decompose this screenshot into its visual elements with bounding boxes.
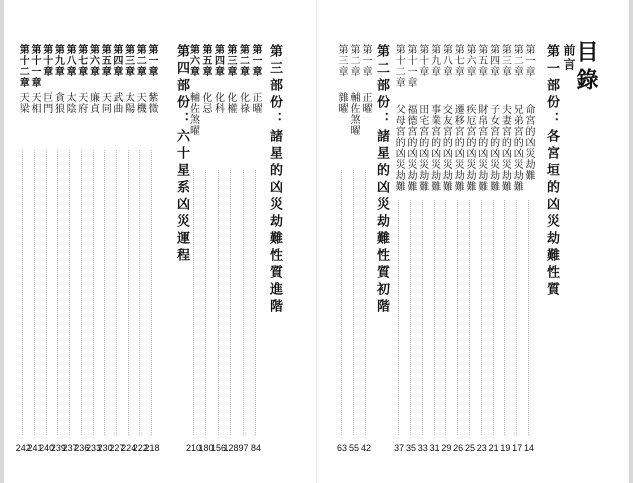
- page-number: 233: [85, 443, 102, 453]
- entry-title: 父母宮的凶災劫難: [393, 104, 405, 192]
- page-number: 210: [185, 443, 202, 453]
- entry-title: 輔佐煞曜: [187, 92, 199, 136]
- toc-entry: [405, 0, 417, 483]
- toc-entry: [17, 0, 29, 483]
- leader-dots: [493, 200, 494, 435]
- page-number: 26: [453, 443, 464, 453]
- part-heading-column: [544, 0, 560, 483]
- page-number: 239: [50, 443, 66, 453]
- chapter-label: 第二章: [511, 44, 523, 77]
- toc-entry: [476, 0, 488, 483]
- entry-title: 天相: [29, 92, 40, 114]
- part-heading-column: [174, 0, 190, 483]
- page-number: 55: [348, 443, 359, 453]
- leader-dots: [116, 150, 117, 435]
- leader-dots: [57, 150, 58, 435]
- chapter-label: 第七章: [75, 44, 87, 77]
- chapter-label: 第四章: [212, 44, 224, 77]
- leader-dots: [341, 170, 342, 435]
- toc-entry: [41, 0, 53, 483]
- entry-title: 化忌: [200, 92, 211, 114]
- entry-title: 雜曜: [336, 92, 347, 114]
- leader-dots: [193, 170, 194, 435]
- toc-entry: [123, 0, 135, 483]
- toc-entry: [99, 0, 111, 483]
- right-page: [320, 0, 632, 483]
- chapter-label: 第四章: [110, 44, 122, 77]
- entry-title: 夫妻宮的凶災劫難: [499, 104, 511, 192]
- leader-dots: [205, 170, 206, 435]
- leader-dots: [22, 150, 23, 435]
- leader-dots: [422, 200, 423, 435]
- page-number: 33: [417, 443, 428, 453]
- chapter-label: 第十章: [416, 44, 428, 77]
- toc-entry: [250, 0, 262, 483]
- leader-dots: [457, 200, 458, 435]
- page-number: 237: [62, 443, 78, 453]
- page-number: 37: [394, 443, 405, 453]
- leader-dots: [243, 170, 244, 435]
- leader-dots: [69, 150, 70, 435]
- toc-entry: [417, 0, 429, 483]
- entry-title: 貪狼: [52, 92, 64, 114]
- entry-title: 廉貞: [87, 92, 99, 114]
- toc-entry: [64, 0, 76, 483]
- chapter-label: 第十一章: [405, 44, 416, 88]
- leader-dots: [255, 170, 256, 435]
- entry-title: 天府: [75, 92, 87, 114]
- part-heading: 第二部份：諸星的凶災劫難性質初階: [374, 44, 389, 316]
- chapter-label: 第一章: [523, 44, 534, 77]
- leader-dots: [528, 200, 529, 435]
- entry-title: 疾厄宮的凶災劫難: [464, 104, 475, 192]
- part-heading-column: [374, 0, 390, 483]
- chapter-label: 第五章: [475, 44, 487, 77]
- toc-entry: [85, 0, 102, 483]
- chapter-label: 第八章: [64, 44, 76, 77]
- leader-dots: [410, 200, 411, 435]
- chapter-label: 第三章: [225, 44, 236, 77]
- entry-title: 遷移宮的凶災劫難: [452, 104, 464, 192]
- toc-entry: [29, 0, 41, 483]
- entry-title: 事業宮的凶災劫難: [428, 104, 440, 192]
- chapter-label: 第三章: [499, 44, 511, 77]
- entry-title: 命宮的凶災劫難: [523, 104, 534, 181]
- leader-dots: [93, 150, 94, 435]
- chapter-label: 第六章: [187, 44, 199, 77]
- toc-entry: [111, 0, 123, 483]
- leader-dots: [398, 200, 399, 435]
- leader-dots: [139, 150, 140, 435]
- entry-title: 子女宮的凶災劫難: [487, 104, 499, 192]
- book-fold: [316, 0, 317, 483]
- toc-entry: [393, 0, 405, 483]
- page-number: 63: [336, 443, 347, 453]
- toc-entry: [134, 0, 146, 483]
- page-number: 21: [488, 443, 499, 453]
- left-page: [4, 0, 316, 483]
- entry-title: 天同: [99, 92, 111, 114]
- chapter-label: 第九章: [428, 44, 440, 77]
- entry-title: 紫微: [146, 92, 157, 114]
- toc-entry: [464, 0, 476, 483]
- page-number: 97: [238, 443, 249, 453]
- leader-dots: [218, 170, 219, 435]
- part-heading: 第三部份：諸星的凶災劫難性質進階: [267, 44, 282, 316]
- chapter-label: 第二章: [348, 44, 359, 77]
- chapter-label: 第一章: [250, 44, 261, 77]
- leader-dots: [469, 200, 470, 435]
- toc-entry: [499, 0, 511, 483]
- entry-title: 太陽: [122, 92, 134, 114]
- leader-dots: [230, 170, 231, 435]
- toc-entry: [200, 0, 212, 483]
- page-number: 25: [464, 443, 475, 453]
- page-number: 23: [476, 443, 487, 453]
- entry-title: 天機: [134, 92, 146, 114]
- toc-entry: [360, 0, 372, 483]
- toc-entry: [210, 0, 227, 483]
- toc-entry: [76, 0, 88, 483]
- entry-title: 太陰: [64, 92, 76, 114]
- chapter-label: 第十二章: [17, 44, 29, 88]
- page-number: 218: [144, 443, 160, 453]
- chapter-label: 第十章: [40, 44, 52, 77]
- intro-column: [562, 0, 576, 483]
- chapter-label: 第八章: [440, 44, 452, 77]
- page-number: 35: [405, 443, 416, 453]
- part-heading: 第一部份：各宮垣的凶災劫難性質: [544, 44, 559, 299]
- page-number: 17: [512, 443, 523, 453]
- entry-title: 兄弟宮的凶災劫難: [511, 104, 523, 192]
- chapter-label: 第一章: [146, 44, 157, 77]
- chapter-label: 第六章: [87, 44, 99, 77]
- page-number: 84: [250, 443, 261, 453]
- toc-entry: [511, 0, 523, 483]
- page-number: 224: [121, 443, 137, 453]
- page-number: 14: [523, 443, 534, 453]
- entry-title: 正曜: [360, 92, 371, 114]
- entry-title: 化權: [225, 92, 236, 114]
- toc-entry: [348, 0, 360, 483]
- entry-title: 田宅宮的凶災劫難: [416, 104, 428, 192]
- entry-title: 化祿: [237, 92, 249, 114]
- page-number: 222: [132, 443, 148, 453]
- chapter-label: 第六章: [464, 44, 475, 77]
- leader-dots: [34, 150, 35, 435]
- page-number: 227: [109, 443, 125, 453]
- leader-dots: [46, 150, 47, 435]
- toc-entry: [336, 0, 348, 483]
- chapter-label: 第二章: [134, 44, 146, 77]
- entry-title: 天梁: [17, 92, 29, 114]
- chapter-label: 第十一章: [29, 44, 40, 88]
- page-number: 241: [27, 443, 43, 453]
- chapter-label: 第五章: [99, 44, 111, 77]
- page-number: 128: [223, 443, 239, 453]
- chapter-label: 第三章: [336, 44, 347, 77]
- chapter-label: 第三章: [122, 44, 134, 77]
- page-number: 29: [441, 443, 452, 453]
- leader-dots: [445, 200, 446, 435]
- chapter-label: 第七章: [452, 44, 464, 77]
- leader-dots: [516, 200, 517, 435]
- entry-title: 輔佐煞曜: [348, 92, 359, 136]
- entry-title: 財帛宮的凶災劫難: [475, 104, 487, 192]
- chapter-label: 第十二章: [393, 44, 405, 88]
- chapter-label: 第二章: [237, 44, 249, 77]
- page-number: 240: [39, 443, 55, 453]
- entry-title: 福德宮的凶災劫難: [405, 104, 416, 192]
- leader-dots: [365, 170, 366, 435]
- page-number: 156: [210, 443, 227, 453]
- toc-entry: [440, 0, 452, 483]
- leader-dots: [104, 150, 105, 435]
- page-number: 42: [360, 443, 371, 453]
- toc-entry: [523, 0, 535, 483]
- leader-dots: [353, 170, 354, 435]
- chapter-label: 第五章: [200, 44, 211, 77]
- chapter-label: 第九章: [52, 44, 64, 77]
- chapter-label: 第一章: [360, 44, 371, 77]
- entry-title: 化科: [212, 92, 224, 114]
- toc-entry: [488, 0, 500, 483]
- entry-title: 巨門: [40, 92, 52, 114]
- page-number: 180: [198, 443, 214, 453]
- part-heading-column: [267, 0, 283, 483]
- page-number: 19: [500, 443, 511, 453]
- page-number: 230: [97, 443, 113, 453]
- chapter-label: 第四章: [487, 44, 499, 77]
- toc-entry: [52, 0, 64, 483]
- toc-title: [575, 0, 605, 483]
- toc-entry: [452, 0, 464, 483]
- leader-dots: [481, 200, 482, 435]
- page-number: 242: [15, 443, 31, 453]
- page-number: 236: [74, 443, 90, 453]
- toc-entry: [225, 0, 237, 483]
- leader-dots: [434, 200, 435, 435]
- toc-entry: [238, 0, 250, 483]
- entry-title: 武曲: [110, 92, 122, 114]
- leader-dots: [128, 150, 129, 435]
- part-heading: 第四部份：六十星系凶災運程: [174, 44, 189, 265]
- intro-label: 前言: [562, 44, 576, 72]
- entry-title: 交友宮的凶災劫難: [440, 104, 452, 192]
- entry-title: 正曜: [250, 92, 261, 114]
- page-number: 31: [429, 443, 440, 453]
- toc-entry: [146, 0, 158, 483]
- leader-dots: [151, 150, 152, 435]
- leader-dots: [504, 200, 505, 435]
- toc-entry: [429, 0, 441, 483]
- leader-dots: [81, 150, 82, 435]
- toc-heading: 目錄: [573, 40, 599, 96]
